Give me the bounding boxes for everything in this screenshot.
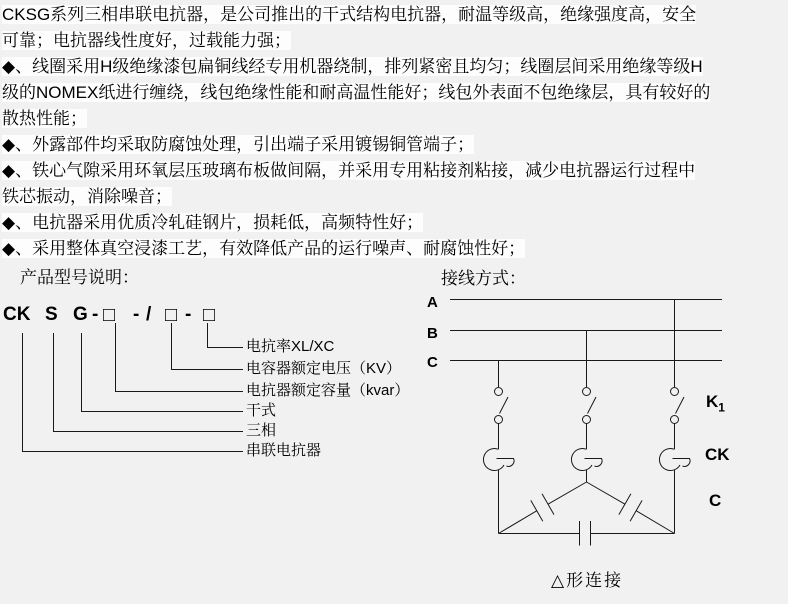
model-code-part: - bbox=[92, 304, 99, 325]
description-line: 级的NOMEX纸进行缠绕，线包绝缘性能和耐高温性能好；线包外表面不包绝缘层，具有较好的 bbox=[2, 83, 711, 102]
model-code-part: G bbox=[73, 304, 88, 325]
model-label-capacitor-voltage: 电容器额定电压（KV） bbox=[246, 360, 402, 377]
description-line: ◆、电抗器采用优质冷轧硅钢片，损耗低，高频特性好； bbox=[2, 213, 424, 232]
phase-label-a: A bbox=[427, 294, 438, 311]
bus-lines bbox=[450, 299, 722, 387]
capacitor-label-c: C bbox=[709, 491, 722, 510]
reactor-label-ck: CK bbox=[705, 445, 730, 464]
delta-capacitor-symbols bbox=[499, 482, 675, 546]
model-code-part: S bbox=[45, 304, 58, 325]
model-label-rated-capacity: 电抗器额定容量（kvar） bbox=[246, 382, 410, 399]
model-code-placeholder-box: □ bbox=[103, 304, 116, 326]
model-label-three-phase: 三相 bbox=[246, 422, 277, 439]
model-code-placeholder-box: □ bbox=[165, 304, 178, 326]
switch-symbols bbox=[495, 388, 685, 450]
description-line: ◆、线圈采用H级绝缘漆包扁铜线经专用机器绕制，排列紧密且均匀；线圈层间采用绝缘等级H bbox=[2, 57, 703, 76]
model-code-part: - bbox=[185, 304, 192, 325]
description-line: ◆、采用整体真空浸漆工艺，有效降低产品的运行噪声、耐腐蚀性好； bbox=[2, 239, 526, 258]
model-code-part: CK bbox=[3, 304, 31, 325]
description-line: ◆、外露部件均采取防腐蚀处理，引出端子采用镀锡铜管端子； bbox=[2, 135, 475, 154]
product-description bbox=[2, 2, 786, 262]
description-line: 铁芯振动，消除噪音； bbox=[2, 187, 172, 206]
model-code-placeholder-box: □ bbox=[203, 304, 216, 326]
reactor-coil-symbols bbox=[483, 449, 690, 534]
model-label-series-reactor: 串联电抗器 bbox=[246, 442, 322, 459]
model-code-part: - bbox=[133, 304, 140, 325]
model-label-dry-type: 干式 bbox=[246, 402, 277, 419]
phase-label-c: C bbox=[427, 354, 438, 371]
switch-label-k1: $K_1$ bbox=[706, 392, 725, 415]
description-line: 可靠；电抗器线性度好，过载能力强； bbox=[2, 31, 291, 50]
wiring-section-title: 接线方式： bbox=[441, 269, 526, 288]
phase-label-b: B bbox=[427, 325, 438, 342]
description-line: CKSG系列三相串联电抗器，是公司推出的干式结构电抗器，耐温等级高，绝缘强度高，安全 bbox=[2, 5, 697, 24]
delta-connection-label: △形连接 bbox=[551, 571, 624, 590]
model-label-reactance-rate: 电抗率XL/XC bbox=[246, 338, 335, 355]
model-section-title: 产品型号说明： bbox=[20, 268, 139, 287]
description-line: 散热性能； bbox=[2, 109, 87, 128]
model-connector-lines bbox=[23, 323, 244, 452]
model-code-part: / bbox=[146, 304, 152, 325]
description-line: ◆、铁心气隙采用环氧层压玻璃布板做间隔，并采用专用粘接剂粘接，减少电抗器运行过程中 bbox=[2, 161, 696, 180]
